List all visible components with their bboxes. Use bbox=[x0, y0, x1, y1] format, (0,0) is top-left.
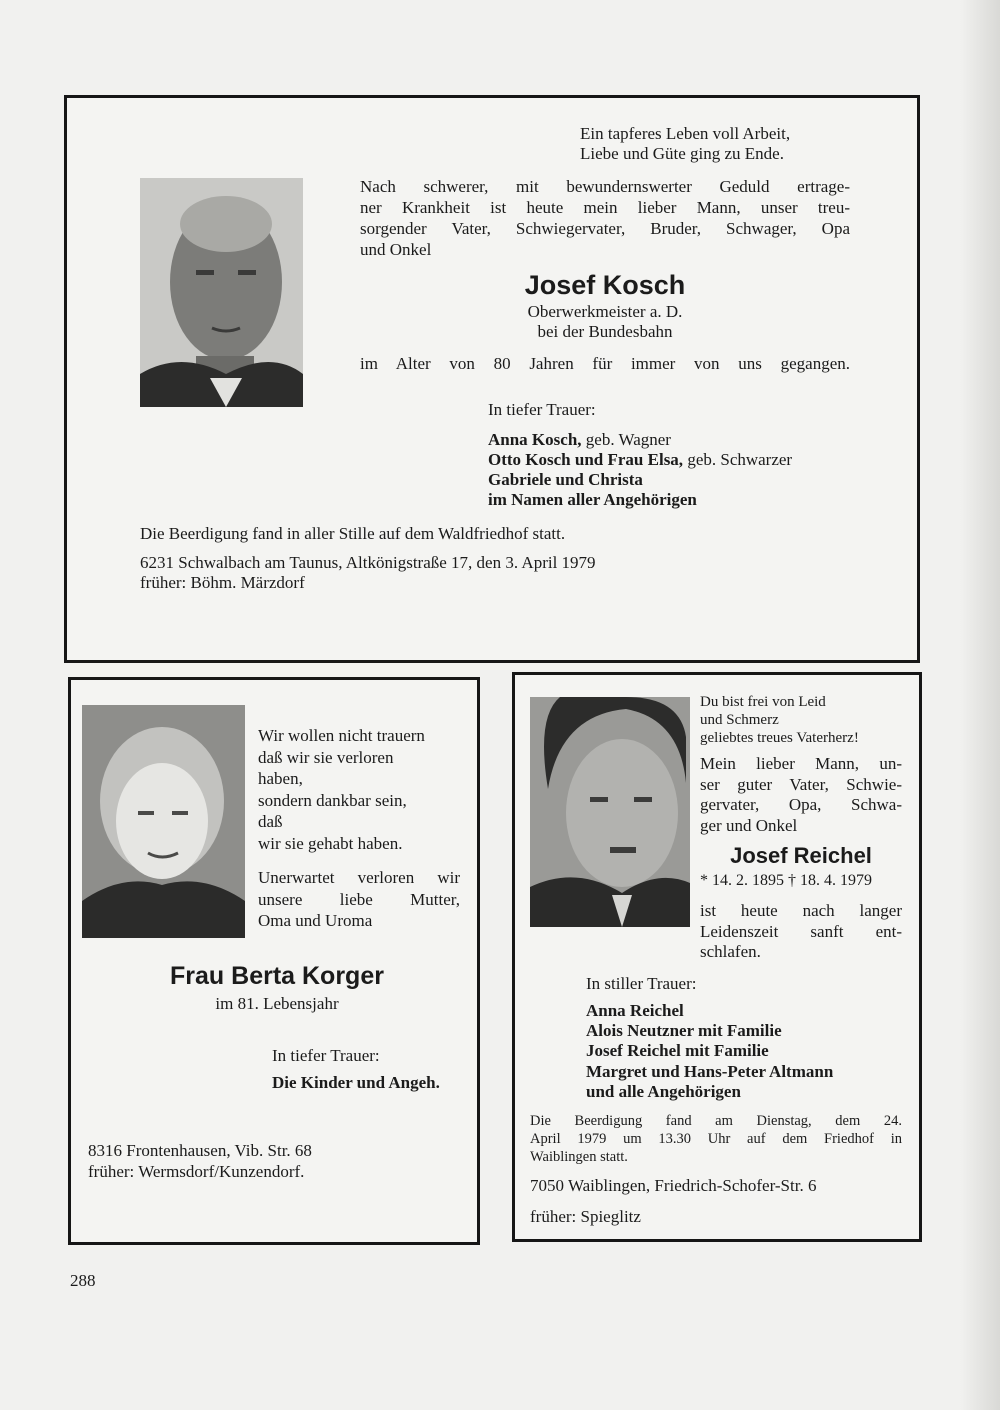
age-line: im Alter von 80 Jahren für immer von uns gegangen. bbox=[360, 354, 850, 373]
passing-text: ist heute nach langer Leidenszeit sanft ent- schlafen. bbox=[700, 901, 902, 961]
address: 7050 Waiblingen, Friedrich-Schofer-Str. 6 bbox=[530, 1176, 817, 1195]
page-number: 288 bbox=[70, 1271, 96, 1290]
mourning-heading: In stiller Trauer: bbox=[586, 974, 697, 993]
mourner: Otto Kosch und Frau Elsa, geb. Schwarzer bbox=[488, 450, 793, 469]
intro-text: Nach schwerer, mit bewundernswerter Geduld ertrage- ner Krankheit ist heute mein lieber Mann, unser treu- sorgender Vater, Schwiegervater, Bruder, Schwager, Opa und Onkel bbox=[360, 177, 850, 259]
intro-text: Unerwartet verloren wir unsere liebe Mutter, Oma und Uroma bbox=[258, 868, 460, 931]
burial-note: Die Beerdigung fand am Dienstag, dem 24. April 1979 um 13.30 Uhr auf dem Friedhof in Waiblingen statt. bbox=[530, 1113, 902, 1165]
portrait-berta-korger bbox=[82, 705, 245, 938]
former-residence: früher: Spieglitz bbox=[530, 1207, 641, 1226]
motto: Du bist frei von Leid und Schmerz geliebtes treues Vaterherz! bbox=[700, 694, 859, 746]
portrait-josef-kosch bbox=[140, 178, 303, 407]
mourner: im Namen aller Angehörigen bbox=[488, 490, 697, 509]
deceased-name: Josef Kosch bbox=[524, 270, 686, 300]
deceased-name: Frau Berta Korger bbox=[170, 962, 384, 990]
mourner: Alois Neutzner mit Familie bbox=[586, 1021, 782, 1041]
portrait-josef-reichel bbox=[530, 697, 690, 927]
mourner: Margret und Hans-Peter Altmann bbox=[586, 1061, 834, 1081]
mourners-list bbox=[586, 1001, 833, 1102]
mourning-heading: In tiefer Trauer: bbox=[488, 400, 596, 419]
mourner: und alle Angehörigen bbox=[586, 1081, 741, 1101]
mourning-heading: In tiefer Trauer: bbox=[272, 1046, 380, 1065]
deceased-name: Josef Reichel bbox=[730, 843, 872, 868]
motto: Ein tapferes Leben voll Arbeit, Liebe und Güte ging zu Ende. bbox=[580, 124, 791, 163]
age-line: im 81. Lebensjahr bbox=[215, 994, 339, 1013]
burial-note: Die Beerdigung fand in aller Stille auf dem Waldfriedhof statt. bbox=[140, 524, 566, 543]
life-dates: * 14. 2. 1895 † 18. 4. 1979 bbox=[700, 872, 872, 889]
mourner: Anna Reichel bbox=[586, 1001, 684, 1020]
page-edge-shadow bbox=[960, 0, 1000, 1410]
mourner: Gabriele und Christa bbox=[488, 470, 643, 489]
mourners-list bbox=[488, 430, 792, 510]
address: 8316 Frontenhausen, Vib. Str. 68 früher: Wermsdorf/Kunzendorf. bbox=[88, 1141, 312, 1181]
mourner: Josef Reichel mit Familie bbox=[586, 1041, 769, 1061]
mourner: Anna Kosch, geb. Wagner bbox=[488, 430, 671, 449]
mourners-list: Die Kinder und Angeh. bbox=[272, 1073, 440, 1092]
deceased-title: Oberwerkmeister a. D. bei der Bundesbahn bbox=[527, 302, 683, 341]
address: 6231 Schwalbach am Taunus, Altkönigstraße 17, den 3. April 1979 früher: Böhm. Märzdorf bbox=[140, 553, 596, 592]
poem: Wir wollen nicht trauern daß wir sie verloren haben, sondern dankbar sein, daß wir sie gehabt haben. bbox=[258, 726, 425, 853]
intro-text: Mein lieber Mann, un- ser guter Vater, Schwie- gervater, Opa, Schwa- ger und Onkel bbox=[700, 754, 902, 835]
